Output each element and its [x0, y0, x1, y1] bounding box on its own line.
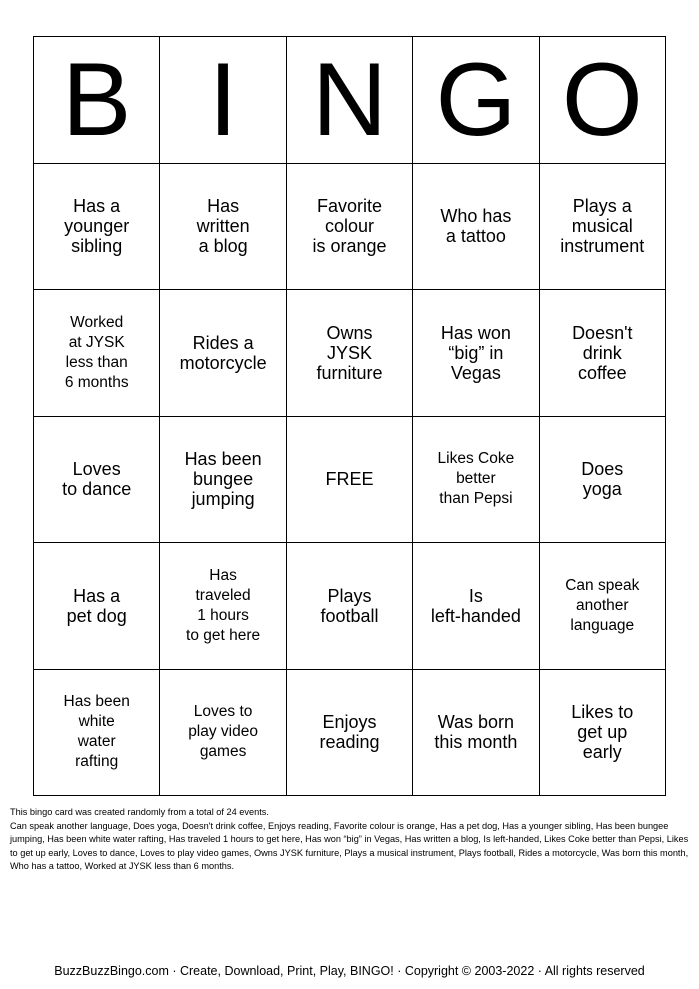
footnote-summary: This bingo card was created randomly from a total of 24 events.	[10, 807, 269, 817]
cell-label: Likes to get up early	[571, 702, 634, 763]
card-footnote	[10, 806, 690, 874]
cell-label: Likes Coke better than Pepsi	[437, 450, 515, 508]
bingo-cell	[34, 417, 160, 544]
cell-label: Rides a motorcycle	[179, 332, 267, 373]
bingo-cell	[540, 417, 666, 544]
site-footer: BuzzBuzzBingo.com · Create, Download, Print, Play, BINGO! · Copyright © 2003-2022 · All rights reserved	[54, 964, 645, 978]
bingo-cell	[160, 290, 286, 417]
bingo-cell	[160, 417, 286, 544]
bingo-cell	[540, 670, 666, 797]
cell-label: Has been white water rafting	[63, 693, 130, 771]
bingo-cell	[287, 164, 413, 291]
cell-label: Has a younger sibling	[64, 196, 130, 257]
bingo-card	[33, 36, 666, 796]
bingo-cell	[413, 670, 539, 797]
bingo-cell	[34, 543, 160, 670]
cell-label: Worked at JYSK less than 6 months	[64, 313, 129, 391]
bingo-cell	[287, 290, 413, 417]
free-cell	[287, 417, 413, 544]
bingo-cell	[287, 543, 413, 670]
header-letter-b: B	[34, 37, 160, 164]
cell-label: Is left-handed	[430, 585, 521, 626]
bingo-cell	[413, 164, 539, 291]
header-letter-g: G	[413, 37, 539, 164]
cell-label: Loves to dance	[62, 459, 132, 500]
bingo-cell	[34, 290, 160, 417]
cell-label: Has been bungee jumping	[184, 449, 262, 510]
bingo-cell	[413, 543, 539, 670]
cell-label: Has traveled 1 hours to get here	[186, 566, 261, 644]
bingo-cell	[160, 670, 286, 797]
cell-label: Has won “big” in Vegas	[440, 322, 511, 383]
bingo-cell	[540, 290, 666, 417]
cell-label: Has written a blog	[196, 196, 250, 257]
cell-label: Doesn't drink coffee	[572, 322, 633, 383]
cell-label: Does yoga	[581, 459, 624, 500]
header-letter-o: O	[540, 37, 666, 164]
header-letter-n: N	[287, 37, 413, 164]
cell-label: Plays a musical instrument	[560, 196, 645, 257]
cell-label: Owns JYSK furniture	[316, 322, 383, 383]
cell-label: Enjoys reading	[319, 712, 380, 753]
cell-label: Favorite colour is orange	[312, 196, 387, 257]
bingo-cell	[413, 290, 539, 417]
bingo-cell	[160, 543, 286, 670]
bingo-cell	[413, 417, 539, 544]
header-letter-i: I	[160, 37, 286, 164]
bingo-cell	[160, 164, 286, 291]
cell-label: Can speak another language	[565, 576, 640, 634]
bingo-cell	[34, 164, 160, 291]
bingo-cell	[540, 164, 666, 291]
cell-label: Has a pet dog	[66, 585, 127, 626]
bingo-cell	[287, 670, 413, 797]
bingo-cell	[540, 543, 666, 670]
cell-label: Who has a tattoo	[440, 206, 512, 247]
cell-label: FREE	[325, 469, 374, 490]
bingo-cell	[34, 670, 160, 797]
cell-label: Loves to play video games	[188, 703, 258, 761]
cell-label: Plays football	[320, 585, 379, 626]
cell-label: Was born this month	[434, 712, 518, 753]
footnote-event-list: Can speak another language, Does yoga, Doesn't drink coffee, Enjoys reading, Favorite colour is orange, Has a pet dog, Has a younger sibling, Has been bungee jumping, Has been white water rafting, Has traveled 1 hours to get here, Has won “big” in Vegas, Has written a blog, Is left-handed, Likes Coke better than Pepsi, Likes to get up early, Loves to dance, Loves to play video games, Owns JYSK furniture, Plays a musical instrument, Plays football, Rides a motorcycle, Was born this month, Who has a tattoo, Worked at JYSK less than 6 months.	[10, 820, 689, 871]
